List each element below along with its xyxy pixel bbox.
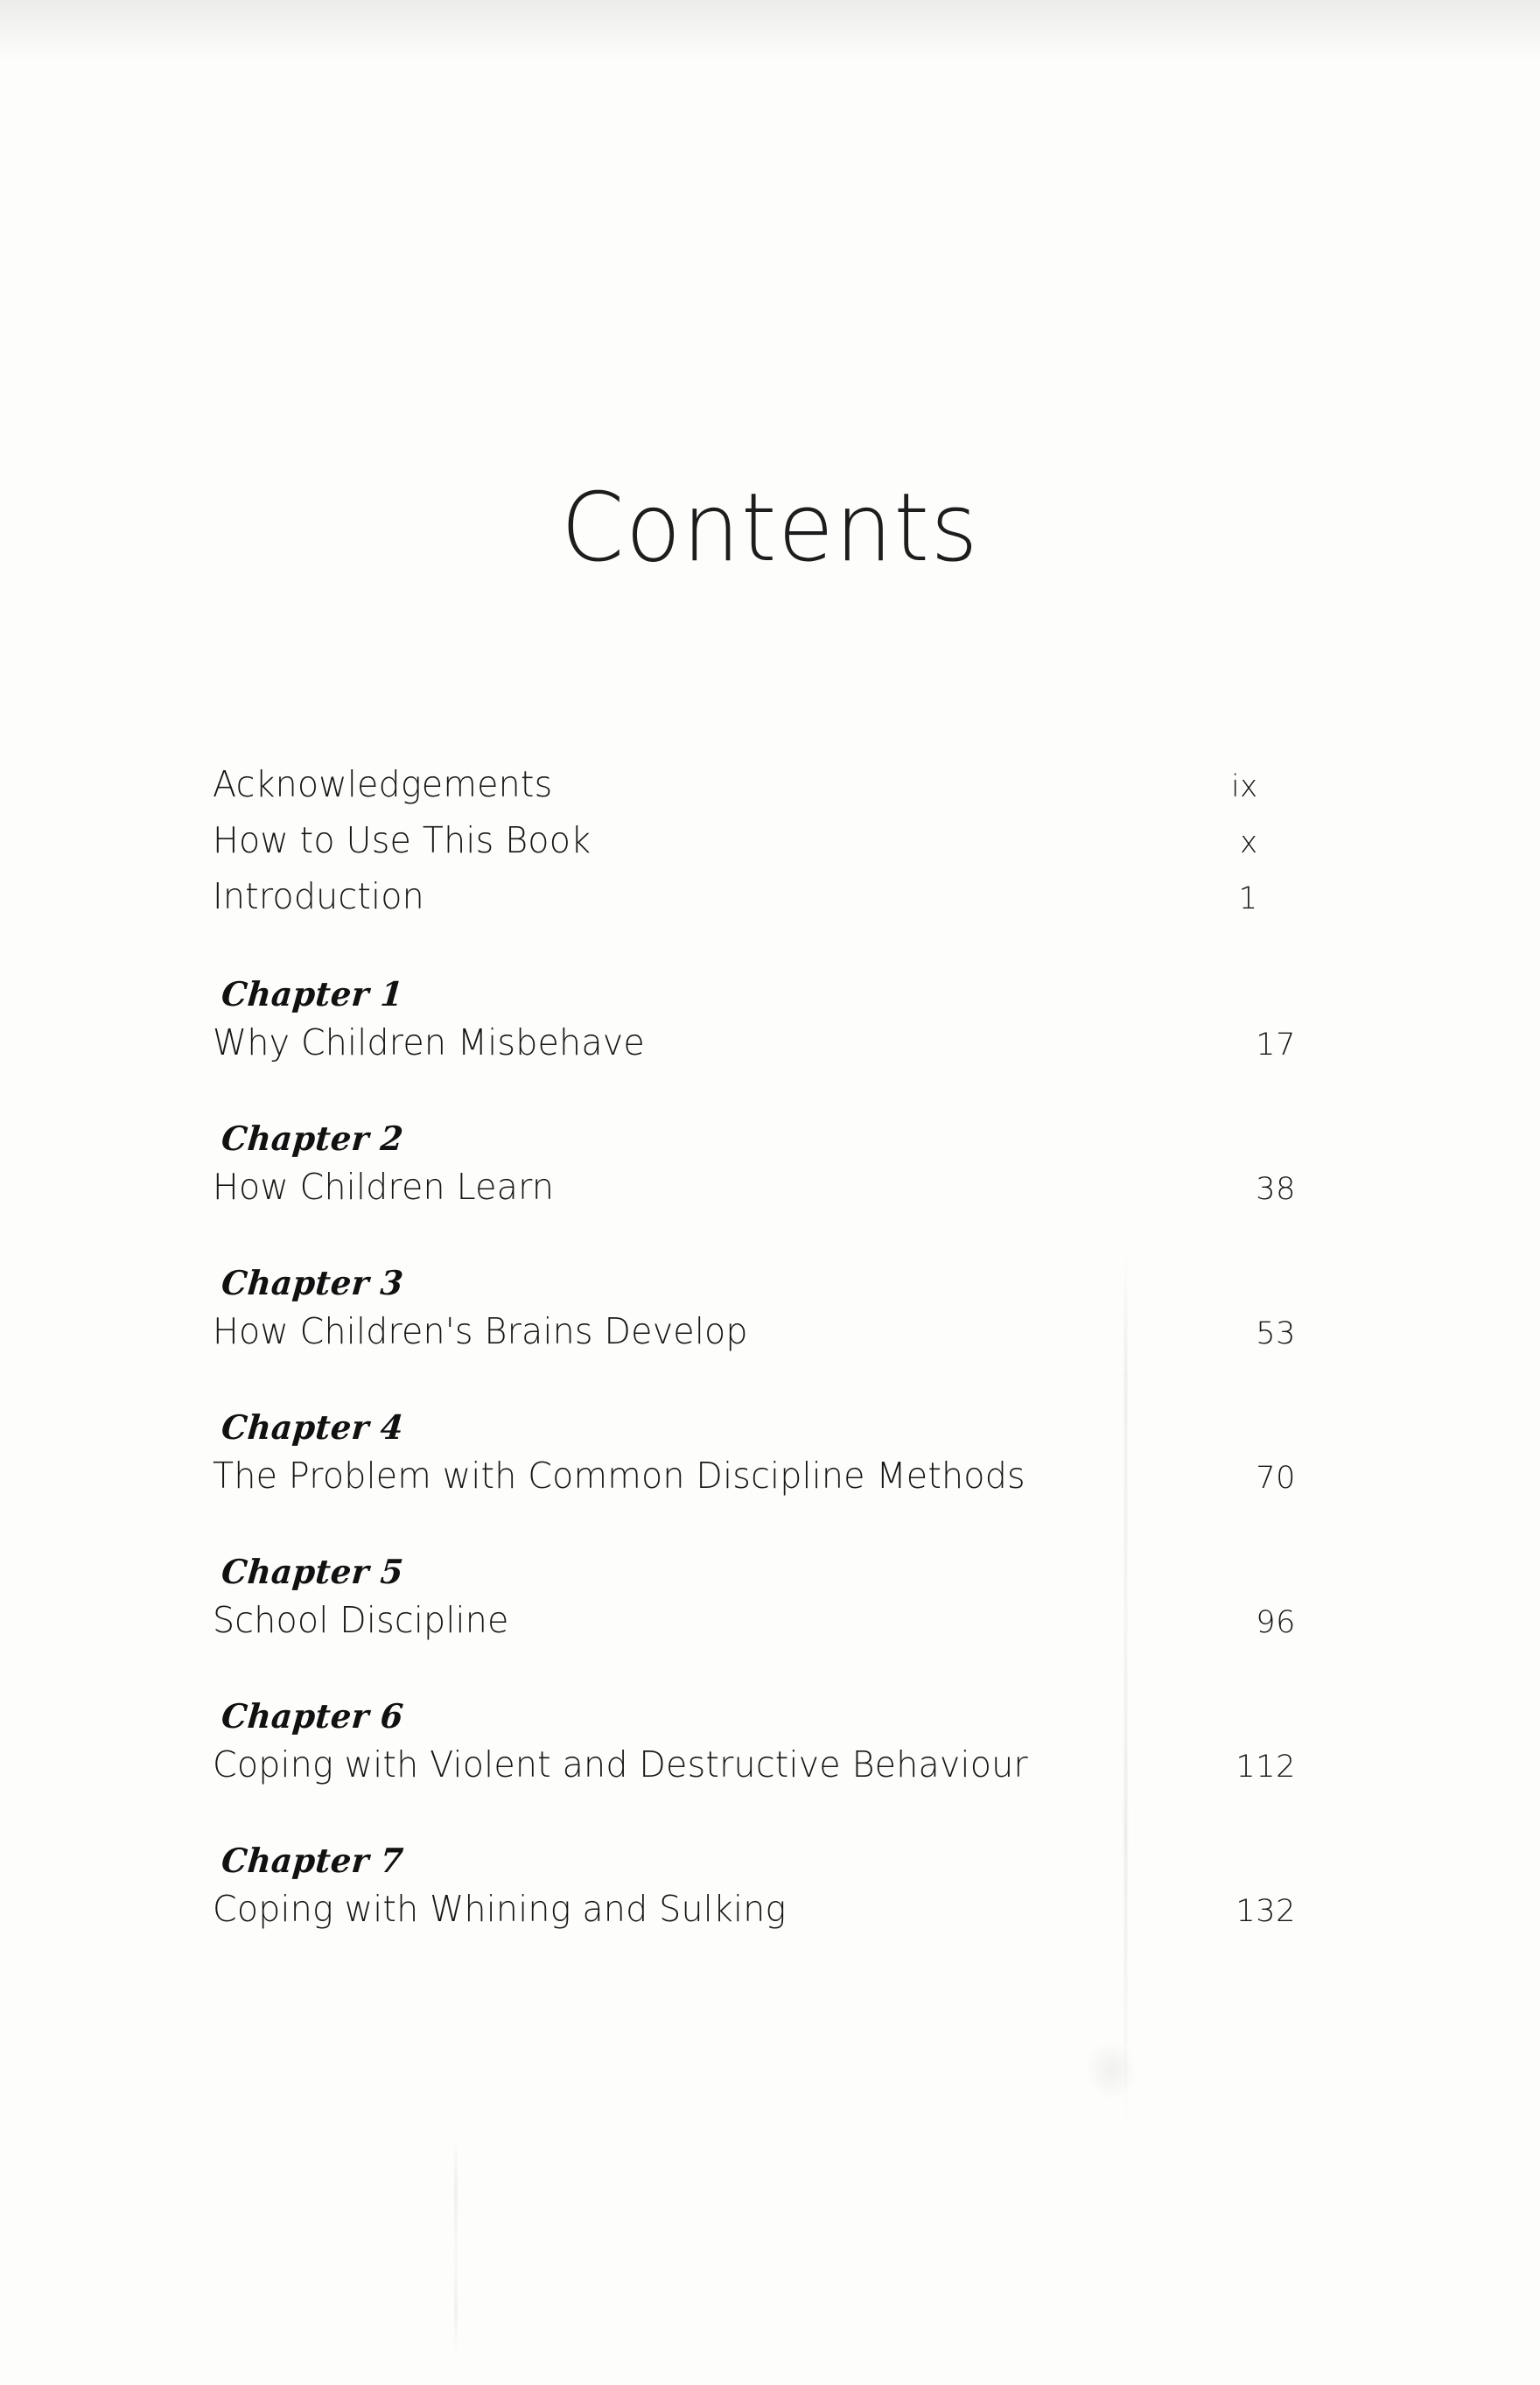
toc-chapter-3[interactable]	[213, 1260, 1296, 1359]
toc-entry-page-number: x	[1240, 825, 1258, 860]
scan-crease-artifact-lower	[455, 2136, 457, 2354]
chapter-number-label: Chapter 6	[220, 1696, 405, 1736]
toc-chapter-6[interactable]	[213, 1694, 1296, 1792]
toc-entry-label: Acknowledgements	[213, 763, 553, 805]
chapter-title-row[interactable]	[213, 1739, 1296, 1792]
chapter-title-row[interactable]	[213, 1450, 1296, 1504]
toc-entry-label: Introduction	[213, 875, 424, 917]
chapter-number-label: Chapter 7	[220, 1841, 405, 1880]
scan-smudge-artifact	[1085, 2039, 1138, 2101]
toc-chapter-1[interactable]	[213, 972, 1296, 1070]
chapter-title: How Children's Brains Develop	[213, 1310, 748, 1352]
toc-chapter-4[interactable]	[213, 1405, 1296, 1504]
chapter-number-label: Chapter 3	[220, 1263, 405, 1302]
toc-chapter-2[interactable]	[213, 1116, 1296, 1215]
chapter-number-label: Chapter 1	[220, 974, 405, 1014]
chapter-number-label: Chapter 2	[220, 1119, 405, 1158]
table-of-contents	[213, 758, 1296, 1937]
chapter-number-label: Chapter 5	[220, 1552, 405, 1591]
chapter-number-label: Chapter 4	[220, 1407, 405, 1447]
toc-entry-page-number: 1	[1238, 881, 1258, 916]
front-matter-group	[213, 758, 1296, 926]
chapter-title-row[interactable]	[213, 1017, 1296, 1070]
chapter-page-number: 17	[1256, 1028, 1296, 1063]
toc-entry-page-number: ix	[1231, 769, 1258, 804]
chapter-page-number: 96	[1256, 1605, 1296, 1640]
toc-entry-introduction[interactable]	[213, 870, 1258, 926]
toc-entry-how-to-use-this-book[interactable]	[213, 814, 1258, 870]
page-title: Contents	[561, 473, 979, 584]
scan-shadow-top	[0, 0, 1540, 61]
chapter-page-number: 70	[1256, 1461, 1296, 1496]
chapter-page-number: 38	[1256, 1172, 1296, 1207]
chapter-page-number: 132	[1236, 1894, 1296, 1929]
toc-entry-acknowledgements[interactable]	[213, 758, 1258, 814]
chapter-title-row[interactable]	[213, 1306, 1296, 1359]
toc-chapter-5[interactable]	[213, 1549, 1296, 1648]
toc-chapter-7[interactable]	[213, 1838, 1296, 1937]
chapter-page-number: 53	[1256, 1316, 1296, 1351]
chapter-title: The Problem with Common Discipline Methods	[213, 1455, 1026, 1497]
chapter-title-row[interactable]	[213, 1883, 1296, 1937]
chapter-title-row[interactable]	[213, 1595, 1296, 1648]
toc-entry-label: How to Use This Book	[213, 819, 592, 861]
chapter-title: Why Children Misbehave	[213, 1021, 645, 1063]
chapter-title: School Discipline	[213, 1599, 509, 1641]
chapter-title: Coping with Whining and Sulking	[213, 1888, 787, 1930]
chapter-page-number: 112	[1236, 1750, 1296, 1785]
chapter-title: Coping with Violent and Destructive Behaviour	[213, 1743, 1028, 1785]
chapter-title-row[interactable]	[213, 1161, 1296, 1215]
chapter-title: How Children Learn	[213, 1166, 555, 1208]
